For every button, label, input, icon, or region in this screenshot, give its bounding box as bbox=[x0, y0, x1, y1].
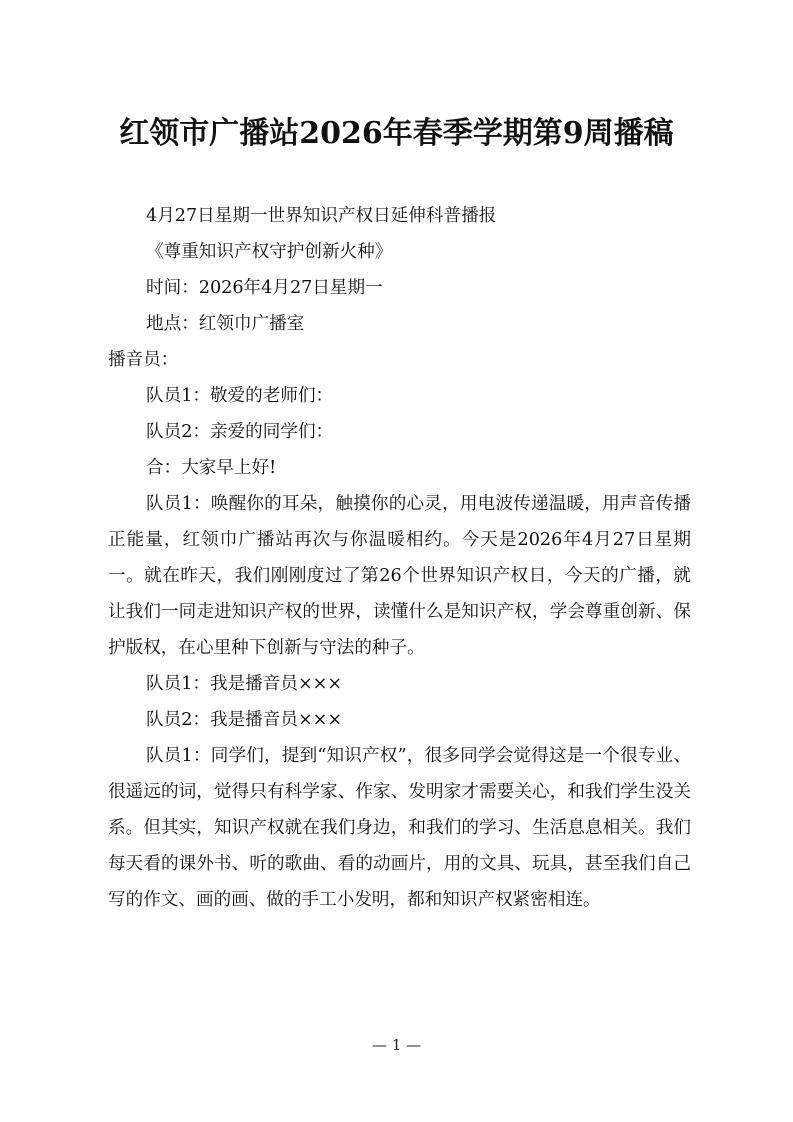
paragraph-greeting-together: 合：大家早上好! bbox=[146, 458, 277, 478]
paragraph-intro: 队员1：唤醒你的耳朵，触摸你的心灵，用电波传递温暖，用声音传播正能量，红领巾广播站再次与你温暖相约。今天是2026年4月27日星期一。就在昨天，我们刚刚度过了第26个世界知识产权日，今天的广播，就让我们一同走进知识产权的世界，读懂什么是知识产权，学会尊重创新、保护版权，在心里种下创新与守法的种子。 bbox=[108, 494, 691, 658]
paragraph-subject: 4月27日星期一世界知识产权日延伸科普播报 bbox=[146, 206, 497, 226]
paragraph-time: 时间：2026年4月27日星期一 bbox=[146, 278, 383, 298]
page-number: — 1 — bbox=[371, 1036, 422, 1054]
paragraph-greeting-2: 队员2：亲爱的同学们： bbox=[146, 422, 334, 442]
paragraph-ip-explanation: 队员1：同学们，提到“知识产权”，很多同学会觉得这是一个很专业、很遥远的词，觉得只有科学家、作家、发明家才需要关心，和我们学生没关系。但其实，知识产权就在我们身边，和我们的学习、生活息息相关。我们每天看的课外书、听的歌曲、看的动画片，用的文具、玩具，甚至我们自己写的作文、画的画、做的手工小发明，都和知识产权紧密相连。 bbox=[108, 746, 691, 910]
document-title: 红领市广播站2026年春季学期第9周播稿 bbox=[119, 116, 674, 151]
paragraph-announcer-1: 队员1：我是播音员××× bbox=[146, 674, 343, 694]
document-body bbox=[108, 198, 691, 918]
paragraph-greeting-1: 队员1：敬爱的老师们： bbox=[146, 386, 334, 406]
paragraph-program-title: 《尊重知识产权守护创新火种》 bbox=[146, 242, 393, 262]
paragraph-announcers: 播音员： bbox=[108, 350, 179, 370]
paragraph-location: 地点：红领巾广播室 bbox=[146, 314, 305, 334]
paragraph-announcer-2: 队员2：我是播音员××× bbox=[146, 710, 343, 730]
